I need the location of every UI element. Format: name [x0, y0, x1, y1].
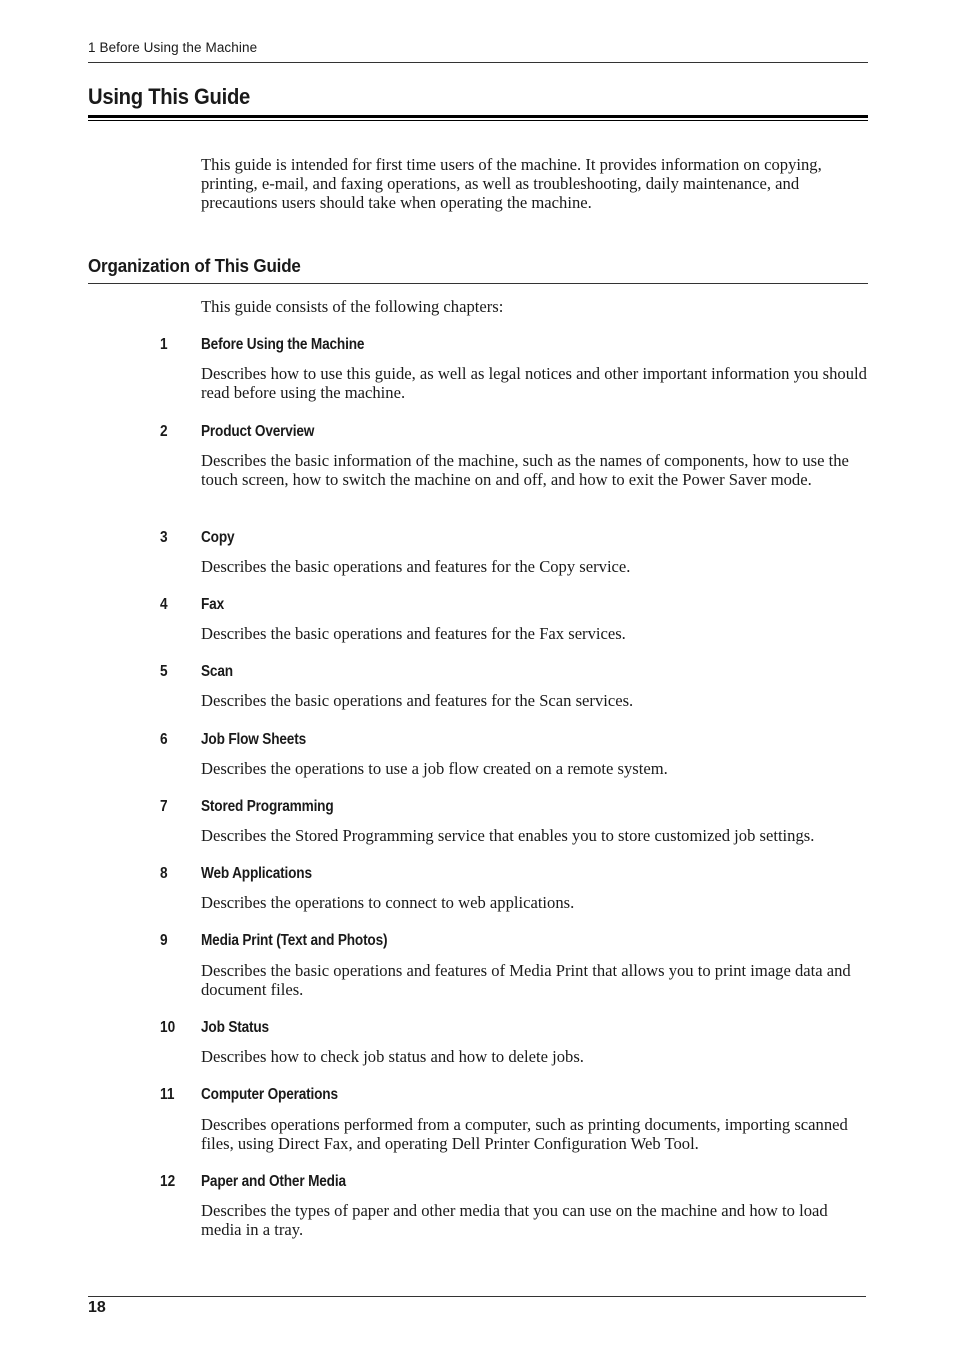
chapter-title: Paper and Other Media — [201, 1173, 346, 1190]
chapter-number: 5 — [160, 663, 168, 680]
chapter-title: Scan — [201, 663, 233, 680]
chapter-number: 4 — [160, 596, 168, 613]
running-header: 1 Before Using the Machine — [88, 40, 258, 55]
chapter-number: 7 — [160, 798, 168, 815]
chapter-description: Describes the operations to use a job flow created on a remote system. — [201, 759, 668, 778]
chapter-description: Describes operations performed from a computer, such as printing documents, importing scanned files, using Direct Fax, and operating Dell Printer Configuration Web Tool. — [201, 1115, 848, 1153]
chapter-number: 3 — [160, 529, 168, 546]
chapter-title: Copy — [201, 529, 235, 546]
footer-rule — [88, 1296, 866, 1297]
chapter-title: Computer Operations — [201, 1086, 338, 1103]
chapter-description: Describes the basic operations and features for the Scan services. — [201, 691, 634, 710]
page-title: Using This Guide — [88, 84, 251, 109]
chapter-title: Job Flow Sheets — [201, 731, 306, 748]
chapter-title: Web Applications — [201, 865, 312, 882]
chapter-title: Product Overview — [201, 423, 315, 440]
chapter-description: Describes how to check job status and how to delete jobs. — [201, 1047, 584, 1066]
page-number: 18 — [88, 1299, 106, 1316]
chapter-description: Describes the basic operations and features for the Copy service. — [201, 557, 631, 576]
chapter-description: Describes the basic operations and features for the Fax services. — [201, 624, 626, 643]
chapter-number: 10 — [160, 1019, 176, 1036]
chapter-description: Describes the basic operations and features of Media Print that allows you to print image data and document files. — [201, 961, 851, 999]
chapter-number: 12 — [160, 1173, 176, 1190]
title-rule-thick — [88, 115, 868, 118]
chapter-number: 8 — [160, 865, 168, 882]
chapter-description: Describes the operations to connect to web applications. — [201, 893, 575, 912]
header-rule — [88, 62, 868, 63]
chapter-number: 9 — [160, 932, 168, 949]
intro-paragraph: This guide is intended for first time users of the machine. It provides information on copying, printing, e-mail, and faxing operations, as well as troubleshooting, daily maintenance, and precautions users should take when operating the machine. — [201, 155, 822, 212]
chapter-description: Describes how to use this guide, as well as legal notices and other important information you should read before using the machine. — [201, 364, 867, 402]
chapter-title: Stored Programming — [201, 798, 334, 815]
chapter-title: Fax — [201, 596, 224, 613]
title-rule-thin — [88, 120, 868, 121]
chapter-title: Job Status — [201, 1019, 269, 1036]
chapter-number: 1 — [160, 336, 168, 353]
chapter-number: 6 — [160, 731, 168, 748]
chapter-title: Media Print (Text and Photos) — [201, 932, 388, 949]
section-lead: This guide consists of the following chapters: — [201, 297, 504, 316]
section-title: Organization of This Guide — [88, 255, 301, 276]
chapter-title: Before Using the Machine — [201, 336, 365, 353]
chapter-description: Describes the basic information of the machine, such as the names of components, how to use the touch screen, how to switch the machine on and off, and how to exit the Power Saver mode. — [201, 451, 849, 489]
chapter-number: 11 — [160, 1086, 175, 1103]
chapter-number: 2 — [160, 423, 168, 440]
chapter-description: Describes the Stored Programming service that enables you to store customized job settings. — [201, 826, 815, 845]
chapter-description: Describes the types of paper and other media that you can use on the machine and how to load media in a tray. — [201, 1201, 828, 1239]
section-rule — [88, 283, 868, 284]
